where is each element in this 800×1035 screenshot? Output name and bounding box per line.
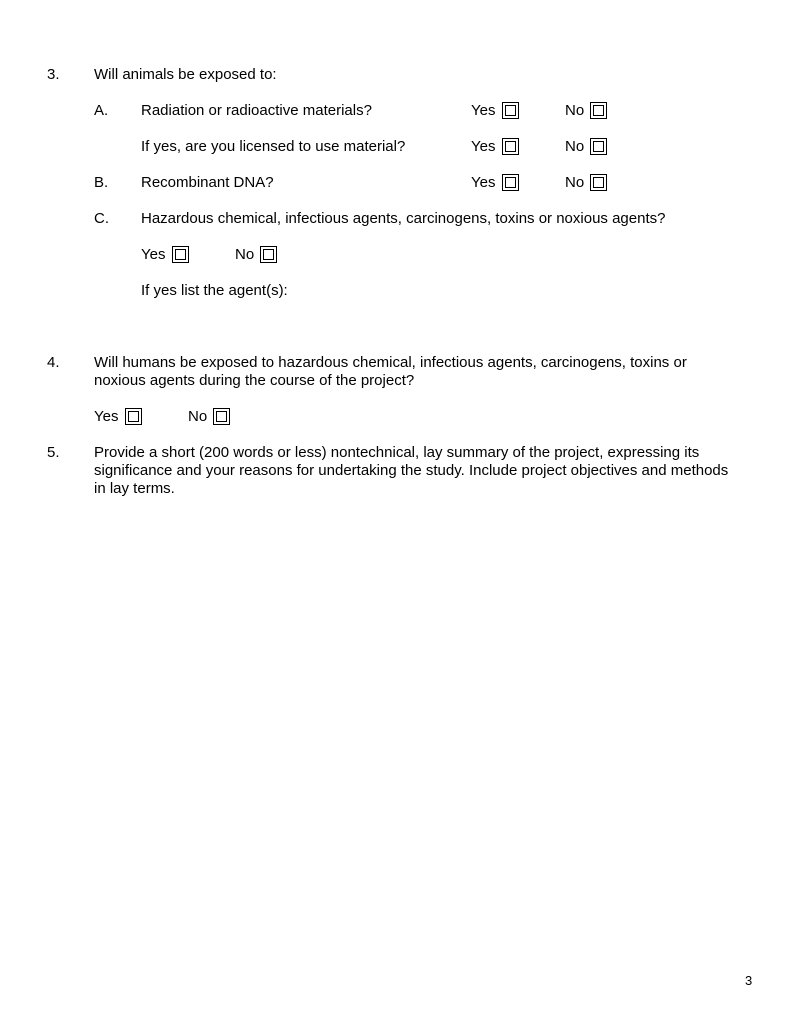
q3a-text: Radiation or radioactive materials? bbox=[141, 102, 372, 119]
q3c-followup-text: If yes list the agent(s): bbox=[141, 282, 288, 299]
q3c-letter: C. bbox=[94, 210, 109, 227]
q3a-followup-yes-label: Yes bbox=[471, 138, 496, 155]
q3b-yes-checkbox[interactable] bbox=[502, 174, 519, 191]
q4-no-checkbox[interactable] bbox=[213, 408, 230, 425]
q4-text: Will humans be exposed to hazardous chemical, infectious agents, carcinogens, toxins or noxious agents during the course of the project? bbox=[94, 354, 687, 389]
q3b-yes-label: Yes bbox=[471, 174, 496, 191]
q4-no-label: No bbox=[188, 408, 208, 425]
q3c-text: Hazardous chemical, infectious agents, carcinogens, toxins or noxious agents? bbox=[141, 210, 666, 227]
q3-number: 3. bbox=[47, 66, 60, 83]
q3a-followup-yes-checkbox[interactable] bbox=[502, 138, 519, 155]
q5-text: Provide a short (200 words or less) nontechnical, lay summary of the project, expressing its significance and your reasons for undertaking the study. Include project objectives and methods in lay terms. bbox=[94, 444, 729, 497]
q3-text: Will animals be exposed to: bbox=[94, 66, 277, 83]
q5-number: 5. bbox=[47, 444, 60, 461]
page-number: 3 bbox=[745, 973, 753, 988]
q3a-letter: A. bbox=[94, 102, 109, 119]
q3a-yes-label: Yes bbox=[471, 102, 496, 119]
q3a-followup-no-checkbox[interactable] bbox=[590, 138, 607, 155]
q3c-yes-label: Yes bbox=[141, 246, 166, 263]
q3a-followup-text: If yes, are you licensed to use material? bbox=[141, 138, 406, 155]
q3b-letter: B. bbox=[94, 174, 109, 191]
q4-yes-label: Yes bbox=[94, 408, 119, 425]
q3b-no-checkbox[interactable] bbox=[590, 174, 607, 191]
q3a-no-checkbox[interactable] bbox=[590, 102, 607, 119]
q3a-followup-no-label: No bbox=[565, 138, 585, 155]
q3b-no-label: No bbox=[565, 174, 585, 191]
q4-number: 4. bbox=[47, 354, 60, 371]
q3a-yes-checkbox[interactable] bbox=[502, 102, 519, 119]
q3b-text: Recombinant DNA? bbox=[141, 174, 274, 191]
q4-yes-checkbox[interactable] bbox=[125, 408, 142, 425]
q3c-no-label: No bbox=[235, 246, 255, 263]
q3c-no-checkbox[interactable] bbox=[260, 246, 277, 263]
q3c-yes-checkbox[interactable] bbox=[172, 246, 189, 263]
q3a-no-label: No bbox=[565, 102, 585, 119]
